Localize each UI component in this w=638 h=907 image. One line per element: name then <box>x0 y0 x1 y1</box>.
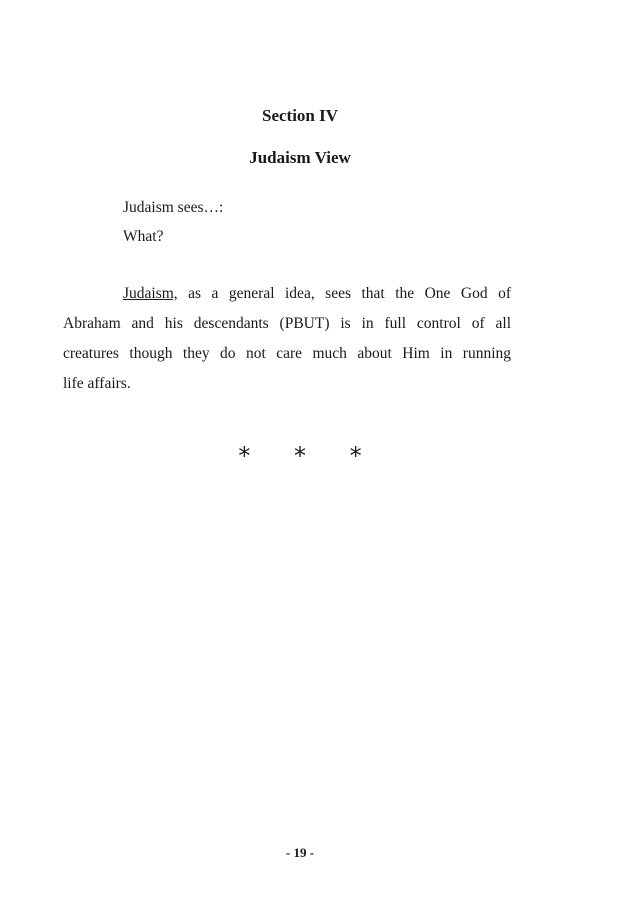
question-line-1: Judaism sees…: <box>123 199 224 216</box>
section-title: Judaism View <box>249 148 351 167</box>
paragraph-line-1 <box>63 281 511 311</box>
paragraph-line-2: Abraham and his descendants (PBUT) is in full control of all <box>63 315 511 332</box>
section-heading: Section IV <box>261 106 339 125</box>
separator-star: * <box>294 442 306 470</box>
paragraph-line-1-text: as a general idea, sees that the One God of <box>188 285 511 302</box>
page-number: - 19 - <box>285 845 315 860</box>
paragraph-lead-word: Judaism, <box>123 285 178 302</box>
section-separator <box>0 442 600 470</box>
paragraph-line-3: creatures though they do not care much about Him in running <box>63 345 511 362</box>
question-line-2: What? <box>123 228 164 245</box>
paragraph-line-4: life affairs. <box>63 375 131 392</box>
separator-star: * <box>349 442 362 470</box>
body-paragraph <box>63 281 511 401</box>
separator-star: * <box>238 442 251 470</box>
